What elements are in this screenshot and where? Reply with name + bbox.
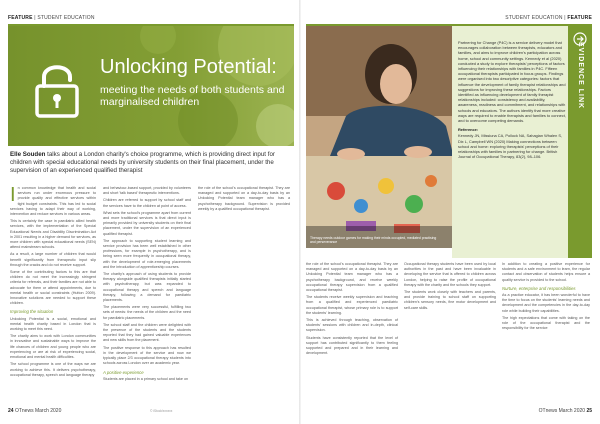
paragraph: Occupational therapy students have been used by local authorities in the past and have been invaluable in developing the service that is offered to children across London, helping to raise the profile of occupational therapy with the charity and the schools they support.	[404, 262, 496, 287]
paragraph-text: n common knowledge that health and social services run under enormous pressure to provide quality and effective services within tight budget constraints. This has led to social services having to adapt their way of working, intervention and reduce services in various areas.	[10, 186, 96, 217]
drop-cap: I	[10, 184, 16, 206]
folio-right	[539, 408, 592, 414]
hero-banner	[8, 26, 294, 146]
paragraph: The positive response to this approach has resulted in the development of the service and now we typically place 2/3 occupational therapy students into schools across London over an academic year.	[103, 345, 191, 366]
paragraph: This is achieved through teaching, observation of students' sessions with children and in-depth, clinical supervision.	[306, 318, 398, 333]
evidence-link-body	[458, 40, 566, 159]
standfirst-text: talks about a London charity's choice programme, which is providing direct input for children with special educational needs by university students on their final placement, under the supervision of an experienced qualified therapist	[10, 151, 275, 174]
page-number: 24	[8, 408, 14, 414]
paragraph: What sets the school's programme apart from current and more traditional services is that direct input is primarily provided by university students on their final placement, under the supervision of an experienced qualified therapist.	[103, 210, 191, 236]
folio-text: OTnews March 2020	[14, 408, 62, 414]
body-column-1	[10, 186, 96, 380]
body-column-5	[404, 262, 496, 313]
running-head-separator: |	[564, 15, 568, 21]
paragraph: the role of the school's occupational therapist. They are managed and supported on a day-to-day basis by an Unlocking Potential team manager who has a psychotherapy background, and receive weekly occupational therapy supervision from a qualified occupational therapist.	[306, 262, 398, 293]
feature-photo-illustration	[306, 26, 456, 248]
paragraph: The students receive weekly supervision and teaching from a qualified and experienced paediatric occupational therapist, whose primary role is to support the students' learning.	[306, 295, 398, 315]
paragraph: Unlocking Potential is a social, emotional and mental health charity based in London that is working to meet this need.	[10, 316, 96, 332]
running-head-section: FEATURE	[8, 15, 33, 21]
body-column-2	[103, 186, 191, 384]
running-head-separator: |	[34, 15, 38, 21]
paragraph: and behaviour-based support, provided by volunteers and short 'talk based' therapeutic interventions.	[103, 186, 191, 196]
paragraph: As a result, a large number of children that would benefit significantly from therapeutic input slip through the cracks and do not receive support.	[10, 252, 96, 267]
feature-photo	[306, 26, 456, 248]
body-column-6	[502, 262, 590, 333]
article-subtitle: meeting the needs of both students and marginalised children	[100, 84, 285, 108]
paragraph: The approach to supporting student learning and service provision has been well established in other professions, for example in psychotherapy, and is being seen more frequently in occupational therapy, with the development of role-emerging placements and the introduction of apprenticeship courses.	[103, 238, 191, 269]
paragraph: Students are placed in a primary school and take on	[103, 376, 189, 381]
page-gutter	[299, 0, 301, 424]
hero-title-block	[100, 56, 290, 108]
folio-left	[8, 408, 61, 414]
running-head-title: STUDENT EDUCATION	[505, 15, 563, 21]
reference-text: Kennedy JN, Missiuna CA, Pollock NA, Sahagian Whalen S, Dix L, Campbell WN (2020) Making connections between school and home: exploring therapists' perceptions of their relationships with families in partnering for change. British Journal of Occupational Therapy, 83(2), 98–106.	[458, 133, 563, 160]
author-name: Elle Souden	[10, 151, 46, 158]
folio-text: OTnews March 2020	[538, 408, 586, 414]
reference-heading: Reference:	[458, 127, 479, 133]
paragraph: In addition to creating a positive experience for students and a safe environment to learn, the regular contact and observation of students helps ensure a quality service is provided to the school.	[502, 262, 590, 282]
paragraph: Some of the contributing factors to this are that children do not meet the increasingly stringent criteria for referrals, and their families are not able to advocate for them or attend appointments, due to mental health or social constraints (Hutton 2009). Innovative solutions are needed to support these children.	[10, 270, 96, 306]
running-head-section: FEATURE	[567, 15, 592, 21]
running-head-right	[505, 15, 592, 21]
running-head-left	[8, 15, 95, 21]
running-head-title: STUDENT EDUCATION	[37, 15, 95, 21]
paragraph: The charity aims to work with London communities in innovative and sustainable ways to improve the life chances of children and young people who are experiencing or are at risk of experiencing social, emotional and mental health difficulties.	[10, 334, 96, 360]
paragraph: The high expectations that come with taking on the role of the occupational therapist and the responsibility for the service	[502, 315, 590, 331]
photo-caption: Therapy needs outdoor games for making their minds occupied, mediated practising and perseverance	[310, 236, 437, 245]
paragraph: The students work closely with teachers and parents, and provide training to school staff on supporting children's sensory needs, fine motor development and self-care skills.	[404, 290, 496, 310]
subheading: Nurture, enterprise and responsibilities	[502, 285, 576, 291]
evidence-reference	[458, 127, 566, 159]
photo-credit: © iStock/xxxxxx	[150, 409, 173, 413]
paragraph: As a practice educator, it has been wonderful to have the time to focus on the students' learning needs and development and the competencies in the day-to-day role while building their capabilities.	[502, 293, 590, 313]
paragraph: The charity's approach of using students to provide therapy alongside qualified therapists initially started with psychotherapy, but was expanded to occupational therapy and speech and language therapy, following a demand for paediatric placements.	[103, 272, 191, 303]
subheading: A positive experience	[103, 369, 144, 375]
evidence-summary: Partnering for Change (P4C) is a service delivery model that encourages collaboration between therapists, educators and families, and aims to improve children's participation across home, school and community settings. Kennedy et al (2020) conducted a study to explore therapists' perceptions of factors influencing their relationships with families in P4C. Fifteen occupational therapists participated in focus groups. Findings were organised into two descriptive categories: factors that influence the development of family therapist relationships and suggestions for improving these relationships. Factors identified as influencing development of family therapist relationships included: consistency and availability, awareness, readiness and commitment, and relationships with schools and educators. The authors identify that more creative ways are required to enable therapists and families to connect, and to overcome competing demands.	[458, 40, 566, 124]
paragraph: This is certainly the case in paediatric allied health services, with the implementation of the Special Educational Needs and Disability Discrimination Act in 2001 resulting in a higher demand for services, as more children with special educational needs (SEN) attend mainstream schools.	[10, 219, 96, 250]
paragraph: Students have consistently reported that the level of support has contributed significantly to them feeling supported and prepared and in their learning and development.	[306, 335, 398, 356]
subheading: Improving the situation	[10, 309, 54, 315]
paragraph: The school programme is one of the ways we are working to achieve this. It delivers psychotherapy, occupational therapy, speech and language therapy	[10, 362, 96, 377]
padlock-icon	[34, 60, 80, 118]
page-number: 25	[586, 408, 592, 414]
paragraph: Children are referred to support by school staff and the services have to the children at point of access.	[103, 198, 191, 208]
paragraph: The school staff and the children were delighted with the presence of the students and the students reported that they had gained valuable experiences and new skills from the placement.	[103, 322, 191, 343]
paragraph	[10, 186, 96, 217]
evidence-tab-label: EVIDENCE LINK	[577, 42, 584, 110]
article-title: Unlocking Potential:	[100, 56, 277, 78]
body-column-4	[306, 262, 398, 358]
evidence-tab-label-wrap	[573, 42, 587, 162]
standfirst	[10, 151, 292, 175]
body-column-3	[198, 186, 290, 214]
paragraph: The placements were very successful, fulfilling two sets of needs: the needs of the children and the need for paediatric placements.	[103, 305, 191, 320]
paragraph: the role of the school's occupational therapist. They are managed and supported on a day-to-day basis by an Unlocking Potential team manager who has a psychotherapy background. Supervision is provided weekly by a qualified occupational therapist.	[198, 186, 290, 211]
